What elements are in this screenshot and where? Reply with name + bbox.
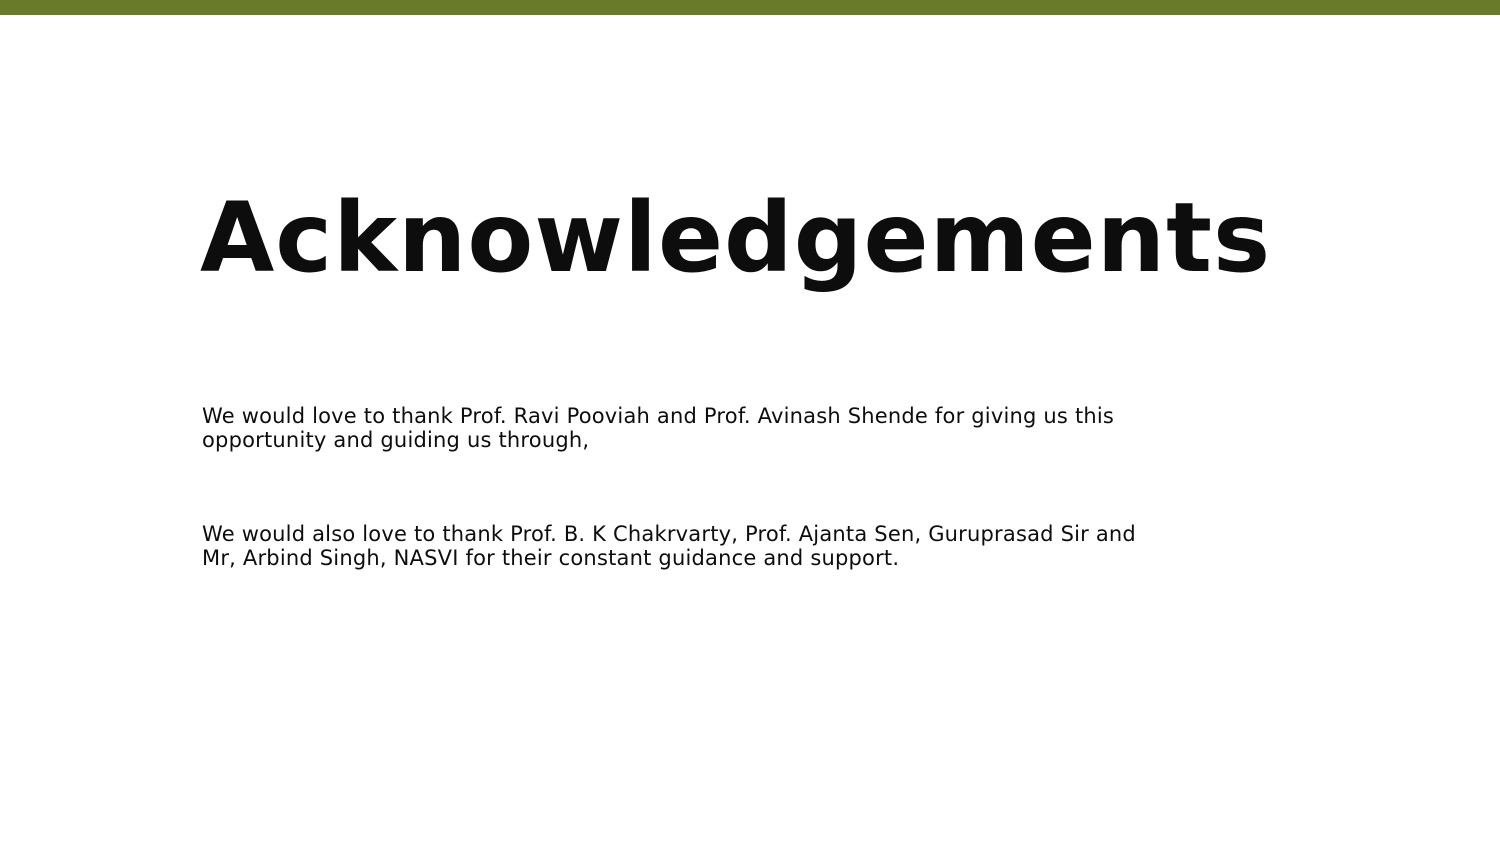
accent-bar <box>0 0 1500 15</box>
acknowledgement-paragraph-1: We would love to thank Prof. Ravi Pooviah and Prof. Avinash Shende for giving us this opportunity and guiding us through, <box>202 404 1115 452</box>
acknowledgement-paragraph-2: We would also love to thank Prof. B. K Chakrvarty, Prof. Ajanta Sen, Guruprasad Sir and Mr, Arbind Singh, NASVI for their constant guidance and support. <box>202 522 1136 570</box>
page-title: Acknowledgements <box>200 182 1272 294</box>
